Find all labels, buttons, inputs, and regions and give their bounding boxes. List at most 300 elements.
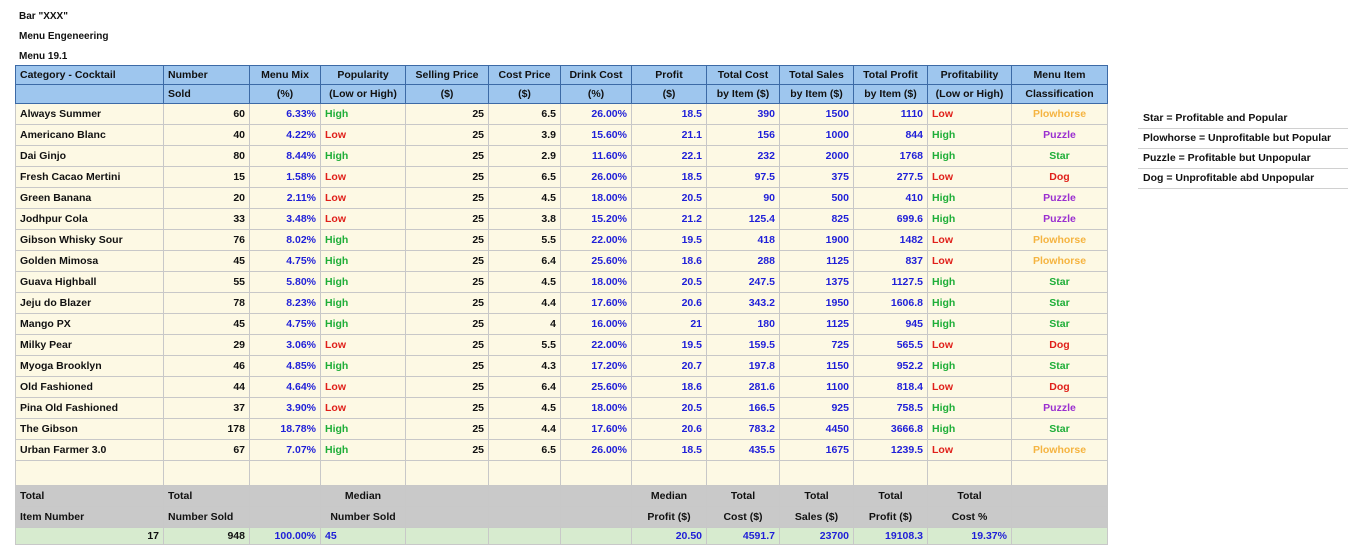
cell-5-6[interactable]: 15.20% <box>561 209 632 230</box>
column-header-bottom-0 <box>16 85 164 104</box>
totals-value-12[interactable] <box>1012 528 1108 545</box>
cell-7-3[interactable]: High <box>321 251 406 272</box>
totals-value-1[interactable]: 948 <box>164 528 250 545</box>
table-row <box>16 209 1108 230</box>
table-row <box>16 146 1108 167</box>
cell-3-11[interactable]: Low <box>928 167 1012 188</box>
cell-2-6[interactable]: 11.60% <box>561 146 632 167</box>
totals-label-12 <box>1012 486 1108 507</box>
cell-0-12[interactable]: Plowhorse <box>1012 104 1108 125</box>
totals-label-2 <box>250 486 321 507</box>
cell-13-1[interactable]: 44 <box>164 377 250 398</box>
table-row <box>16 167 1108 188</box>
cell-5-1[interactable]: 33 <box>164 209 250 230</box>
cell-6-7[interactable]: 19.5 <box>632 230 707 251</box>
cell-14-8[interactable]: 166.5 <box>707 398 780 419</box>
cell-4-5[interactable]: 4.5 <box>489 188 561 209</box>
cell-7-5[interactable]: 6.4 <box>489 251 561 272</box>
cell-9-3[interactable]: High <box>321 293 406 314</box>
cell-5-2[interactable]: 3.48% <box>250 209 321 230</box>
cell-5-8[interactable]: 125.4 <box>707 209 780 230</box>
cell-16-7[interactable]: 18.5 <box>632 440 707 461</box>
column-header-top-5: Cost Price <box>489 66 561 85</box>
cell-10-11[interactable]: High <box>928 314 1012 335</box>
table-row <box>16 188 1108 209</box>
legend-star: Star = Profitable and Popular <box>1138 109 1348 129</box>
cell-13-5[interactable]: 6.4 <box>489 377 561 398</box>
totals-label-4 <box>406 507 489 528</box>
cell-15-3[interactable]: High <box>321 419 406 440</box>
cell-6-11[interactable]: Low <box>928 230 1012 251</box>
cell-3-3[interactable]: Low <box>321 167 406 188</box>
cell-6-6[interactable]: 22.00% <box>561 230 632 251</box>
cell-15-9[interactable]: 4450 <box>780 419 854 440</box>
cell-5-7[interactable]: 21.2 <box>632 209 707 230</box>
header-row-bottom <box>16 85 1108 104</box>
cell-5-12[interactable]: Puzzle <box>1012 209 1108 230</box>
cell-0-3[interactable]: High <box>321 104 406 125</box>
cell-13-7[interactable]: 18.6 <box>632 377 707 398</box>
totals-label-3: Median <box>321 486 406 507</box>
column-header-top-6: Drink Cost <box>561 66 632 85</box>
cell-3-10[interactable]: 277.5 <box>854 167 928 188</box>
cell-16-12[interactable]: Plowhorse <box>1012 440 1108 461</box>
cell-2-8[interactable]: 232 <box>707 146 780 167</box>
cell-2-3[interactable]: High <box>321 146 406 167</box>
cell-15-6[interactable]: 17.60% <box>561 419 632 440</box>
cell-5-5[interactable]: 3.8 <box>489 209 561 230</box>
totals-label-10: Total <box>854 486 928 507</box>
cell-5-9[interactable]: 825 <box>780 209 854 230</box>
cell-10-12[interactable]: Star <box>1012 314 1108 335</box>
cell-7-0[interactable]: Golden Mimosa <box>16 251 164 272</box>
cell-4-4[interactable]: 25 <box>406 188 489 209</box>
cell-6-4[interactable]: 25 <box>406 230 489 251</box>
cell-7-10[interactable]: 837 <box>854 251 928 272</box>
cell-10-4[interactable]: 25 <box>406 314 489 335</box>
totals-label-1: Total <box>164 486 250 507</box>
cell-12-2[interactable]: 4.85% <box>250 356 321 377</box>
cell-2-4[interactable]: 25 <box>406 146 489 167</box>
cell-6-3[interactable]: High <box>321 230 406 251</box>
header-row-top <box>16 66 1108 85</box>
cell-10-0[interactable]: Mango PX <box>16 314 164 335</box>
cell-12-10[interactable]: 952.2 <box>854 356 928 377</box>
cell-3-7[interactable]: 18.5 <box>632 167 707 188</box>
cell-11-2[interactable]: 3.06% <box>250 335 321 356</box>
spacer-cell <box>632 461 707 486</box>
cell-1-8[interactable]: 156 <box>707 125 780 146</box>
cell-14-4[interactable]: 25 <box>406 398 489 419</box>
cell-13-12[interactable]: Dog <box>1012 377 1108 398</box>
cell-12-4[interactable]: 25 <box>406 356 489 377</box>
cell-4-3[interactable]: Low <box>321 188 406 209</box>
cell-8-5[interactable]: 4.5 <box>489 272 561 293</box>
cell-10-2[interactable]: 4.75% <box>250 314 321 335</box>
cell-3-9[interactable]: 375 <box>780 167 854 188</box>
cell-2-12[interactable]: Star <box>1012 146 1108 167</box>
cell-1-11[interactable]: High <box>928 125 1012 146</box>
cell-14-9[interactable]: 925 <box>780 398 854 419</box>
cell-14-6[interactable]: 18.00% <box>561 398 632 419</box>
cell-4-10[interactable]: 410 <box>854 188 928 209</box>
cell-3-1[interactable]: 15 <box>164 167 250 188</box>
cell-15-0[interactable]: The Gibson <box>16 419 164 440</box>
cell-7-7[interactable]: 18.6 <box>632 251 707 272</box>
cell-13-8[interactable]: 281.6 <box>707 377 780 398</box>
cell-4-9[interactable]: 500 <box>780 188 854 209</box>
cell-11-7[interactable]: 19.5 <box>632 335 707 356</box>
cell-12-6[interactable]: 17.20% <box>561 356 632 377</box>
cell-3-0[interactable]: Fresh Cacao Mertini <box>16 167 164 188</box>
totals-label-7: Median <box>632 486 707 507</box>
cell-1-9[interactable]: 1000 <box>780 125 854 146</box>
column-header-bottom-4: ($) <box>406 85 489 104</box>
totals-value-7[interactable]: 20.50 <box>632 528 707 545</box>
cell-14-5[interactable]: 4.5 <box>489 398 561 419</box>
cell-9-6[interactable]: 17.60% <box>561 293 632 314</box>
cell-10-7[interactable]: 21 <box>632 314 707 335</box>
cell-9-10[interactable]: 1606.8 <box>854 293 928 314</box>
cell-7-6[interactable]: 25.60% <box>561 251 632 272</box>
cell-0-5[interactable]: 6.5 <box>489 104 561 125</box>
spacer-cell <box>561 461 632 486</box>
cell-12-7[interactable]: 20.7 <box>632 356 707 377</box>
spacer-cell <box>16 461 164 486</box>
cell-15-5[interactable]: 4.4 <box>489 419 561 440</box>
cell-1-2[interactable]: 4.22% <box>250 125 321 146</box>
totals-value-3[interactable]: 45 <box>321 528 406 545</box>
cell-6-9[interactable]: 1900 <box>780 230 854 251</box>
column-header-bottom-7: ($) <box>632 85 707 104</box>
cell-7-2[interactable]: 4.75% <box>250 251 321 272</box>
column-header-bottom-9: by Item ($) <box>780 85 854 104</box>
cell-7-9[interactable]: 1125 <box>780 251 854 272</box>
totals-label-4 <box>406 486 489 507</box>
cell-7-8[interactable]: 288 <box>707 251 780 272</box>
cell-14-12[interactable]: Puzzle <box>1012 398 1108 419</box>
cell-16-9[interactable]: 1675 <box>780 440 854 461</box>
table-row <box>16 104 1108 125</box>
column-header-bottom-8: by Item ($) <box>707 85 780 104</box>
cell-12-5[interactable]: 4.3 <box>489 356 561 377</box>
cell-10-10[interactable]: 945 <box>854 314 928 335</box>
cell-12-11[interactable]: High <box>928 356 1012 377</box>
table-row <box>16 272 1108 293</box>
cell-11-0[interactable]: Milky Pear <box>16 335 164 356</box>
cell-12-1[interactable]: 46 <box>164 356 250 377</box>
cell-2-2[interactable]: 8.44% <box>250 146 321 167</box>
cell-0-0[interactable]: Always Summer <box>16 104 164 125</box>
cell-2-1[interactable]: 80 <box>164 146 250 167</box>
cell-9-9[interactable]: 1950 <box>780 293 854 314</box>
cell-9-11[interactable]: High <box>928 293 1012 314</box>
cell-3-12[interactable]: Dog <box>1012 167 1108 188</box>
table-row <box>16 377 1108 398</box>
totals-value-10[interactable]: 19108.3 <box>854 528 928 545</box>
cell-4-1[interactable]: 20 <box>164 188 250 209</box>
cell-16-11[interactable]: Low <box>928 440 1012 461</box>
cell-1-3[interactable]: Low <box>321 125 406 146</box>
cell-2-7[interactable]: 22.1 <box>632 146 707 167</box>
column-header-bottom-5: ($) <box>489 85 561 104</box>
cell-9-12[interactable]: Star <box>1012 293 1108 314</box>
totals-label-3: Number Sold <box>321 507 406 528</box>
cell-1-0[interactable]: Americano Blanc <box>16 125 164 146</box>
spacer-cell <box>707 461 780 486</box>
cell-11-8[interactable]: 159.5 <box>707 335 780 356</box>
cell-3-2[interactable]: 1.58% <box>250 167 321 188</box>
column-header-top-1: Number <box>164 66 250 85</box>
cell-10-1[interactable]: 45 <box>164 314 250 335</box>
column-header-bottom-3: (Low or High) <box>321 85 406 104</box>
cell-7-12[interactable]: Plowhorse <box>1012 251 1108 272</box>
cell-0-2[interactable]: 6.33% <box>250 104 321 125</box>
cell-7-4[interactable]: 25 <box>406 251 489 272</box>
cell-8-0[interactable]: Guava Highball <box>16 272 164 293</box>
cell-5-4[interactable]: 25 <box>406 209 489 230</box>
cell-15-11[interactable]: High <box>928 419 1012 440</box>
spacer-cell <box>928 461 1012 486</box>
cell-14-0[interactable]: Pina Old Fashioned <box>16 398 164 419</box>
cell-6-10[interactable]: 1482 <box>854 230 928 251</box>
cell-9-5[interactable]: 4.4 <box>489 293 561 314</box>
cell-16-1[interactable]: 67 <box>164 440 250 461</box>
cell-0-7[interactable]: 18.5 <box>632 104 707 125</box>
totals-value-0[interactable]: 17 <box>16 528 164 545</box>
cell-5-0[interactable]: Jodhpur Cola <box>16 209 164 230</box>
cell-4-8[interactable]: 90 <box>707 188 780 209</box>
cell-3-5[interactable]: 6.5 <box>489 167 561 188</box>
cell-0-10[interactable]: 1110 <box>854 104 928 125</box>
cell-4-6[interactable]: 18.00% <box>561 188 632 209</box>
cell-6-1[interactable]: 76 <box>164 230 250 251</box>
cell-0-1[interactable]: 60 <box>164 104 250 125</box>
cell-15-7[interactable]: 20.6 <box>632 419 707 440</box>
totals-label-0: Item Number <box>16 507 164 528</box>
totals-value-8[interactable]: 4591.7 <box>707 528 780 545</box>
cell-11-9[interactable]: 725 <box>780 335 854 356</box>
cell-10-9[interactable]: 1125 <box>780 314 854 335</box>
cell-1-10[interactable]: 844 <box>854 125 928 146</box>
cell-12-8[interactable]: 197.8 <box>707 356 780 377</box>
cell-13-11[interactable]: Low <box>928 377 1012 398</box>
cell-2-5[interactable]: 2.9 <box>489 146 561 167</box>
cell-16-10[interactable]: 1239.5 <box>854 440 928 461</box>
cell-2-10[interactable]: 1768 <box>854 146 928 167</box>
cell-1-7[interactable]: 21.1 <box>632 125 707 146</box>
cell-4-7[interactable]: 20.5 <box>632 188 707 209</box>
cell-15-2[interactable]: 18.78% <box>250 419 321 440</box>
cell-9-1[interactable]: 78 <box>164 293 250 314</box>
cell-11-12[interactable]: Dog <box>1012 335 1108 356</box>
cell-14-3[interactable]: Low <box>321 398 406 419</box>
column-header-top-2: Menu Mix <box>250 66 321 85</box>
cell-8-1[interactable]: 55 <box>164 272 250 293</box>
cell-6-12[interactable]: Plowhorse <box>1012 230 1108 251</box>
spacer-cell <box>250 461 321 486</box>
cell-13-9[interactable]: 1100 <box>780 377 854 398</box>
cell-11-11[interactable]: Low <box>928 335 1012 356</box>
cell-14-2[interactable]: 3.90% <box>250 398 321 419</box>
totals-value-9[interactable]: 23700 <box>780 528 854 545</box>
cell-3-4[interactable]: 25 <box>406 167 489 188</box>
spacer-cell <box>406 461 489 486</box>
cell-8-6[interactable]: 18.00% <box>561 272 632 293</box>
totals-label-9: Total <box>780 486 854 507</box>
cell-10-3[interactable]: High <box>321 314 406 335</box>
cell-8-3[interactable]: High <box>321 272 406 293</box>
cell-4-12[interactable]: Puzzle <box>1012 188 1108 209</box>
cell-11-6[interactable]: 22.00% <box>561 335 632 356</box>
totals-label-10: Profit ($) <box>854 507 928 528</box>
cell-7-1[interactable]: 45 <box>164 251 250 272</box>
cell-14-7[interactable]: 20.5 <box>632 398 707 419</box>
spacer-row <box>16 461 1108 486</box>
spacer-cell <box>164 461 250 486</box>
cell-15-12[interactable]: Star <box>1012 419 1108 440</box>
cell-1-6[interactable]: 15.60% <box>561 125 632 146</box>
column-header-bottom-2: (%) <box>250 85 321 104</box>
cell-8-10[interactable]: 1127.5 <box>854 272 928 293</box>
cell-9-7[interactable]: 20.6 <box>632 293 707 314</box>
totals-label-6 <box>561 507 632 528</box>
cell-9-0[interactable]: Jeju do Blazer <box>16 293 164 314</box>
cell-13-6[interactable]: 25.60% <box>561 377 632 398</box>
totals-value-11[interactable]: 19.37% <box>928 528 1012 545</box>
cell-16-6[interactable]: 26.00% <box>561 440 632 461</box>
cell-1-5[interactable]: 3.9 <box>489 125 561 146</box>
cell-8-7[interactable]: 20.5 <box>632 272 707 293</box>
cell-4-0[interactable]: Green Banana <box>16 188 164 209</box>
totals-label-2 <box>250 507 321 528</box>
table-row <box>16 230 1108 251</box>
cell-5-3[interactable]: Low <box>321 209 406 230</box>
cell-12-0[interactable]: Myoga Brooklyn <box>16 356 164 377</box>
cell-0-8[interactable]: 390 <box>707 104 780 125</box>
cell-8-4[interactable]: 25 <box>406 272 489 293</box>
totals-value-6[interactable] <box>561 528 632 545</box>
spacer-cell <box>1012 461 1108 486</box>
cell-1-12[interactable]: Puzzle <box>1012 125 1108 146</box>
cell-8-8[interactable]: 247.5 <box>707 272 780 293</box>
cell-0-4[interactable]: 25 <box>406 104 489 125</box>
cell-13-3[interactable]: Low <box>321 377 406 398</box>
totals-label-row <box>16 486 1108 507</box>
totals-label-8: Total <box>707 486 780 507</box>
column-header-bottom-6: (%) <box>561 85 632 104</box>
cell-15-4[interactable]: 25 <box>406 419 489 440</box>
cell-5-10[interactable]: 699.6 <box>854 209 928 230</box>
cell-6-5[interactable]: 5.5 <box>489 230 561 251</box>
cell-11-4[interactable]: 25 <box>406 335 489 356</box>
cell-16-8[interactable]: 435.5 <box>707 440 780 461</box>
cell-1-4[interactable]: 25 <box>406 125 489 146</box>
cell-16-4[interactable]: 25 <box>406 440 489 461</box>
cell-4-2[interactable]: 2.11% <box>250 188 321 209</box>
cell-11-10[interactable]: 565.5 <box>854 335 928 356</box>
table-row <box>16 251 1108 272</box>
cell-9-2[interactable]: 8.23% <box>250 293 321 314</box>
cell-0-6[interactable]: 26.00% <box>561 104 632 125</box>
cell-14-11[interactable]: High <box>928 398 1012 419</box>
cell-6-2[interactable]: 8.02% <box>250 230 321 251</box>
cell-15-8[interactable]: 783.2 <box>707 419 780 440</box>
totals-label-11: Total <box>928 486 1012 507</box>
cell-14-10[interactable]: 758.5 <box>854 398 928 419</box>
cell-12-9[interactable]: 1150 <box>780 356 854 377</box>
cell-8-9[interactable]: 1375 <box>780 272 854 293</box>
cell-15-10[interactable]: 3666.8 <box>854 419 928 440</box>
cell-4-11[interactable]: High <box>928 188 1012 209</box>
cell-0-11[interactable]: Low <box>928 104 1012 125</box>
cell-11-1[interactable]: 29 <box>164 335 250 356</box>
table-row <box>16 356 1108 377</box>
cell-9-8[interactable]: 343.2 <box>707 293 780 314</box>
cell-15-1[interactable]: 178 <box>164 419 250 440</box>
totals-value-5[interactable] <box>489 528 561 545</box>
cell-8-12[interactable]: Star <box>1012 272 1108 293</box>
cell-5-11[interactable]: High <box>928 209 1012 230</box>
cell-7-11[interactable]: Low <box>928 251 1012 272</box>
cell-9-4[interactable]: 25 <box>406 293 489 314</box>
cell-16-0[interactable]: Urban Farmer 3.0 <box>16 440 164 461</box>
totals-value-4[interactable] <box>406 528 489 545</box>
cell-2-11[interactable]: High <box>928 146 1012 167</box>
totals-label-5 <box>489 507 561 528</box>
cell-13-0[interactable]: Old Fashioned <box>16 377 164 398</box>
cell-1-1[interactable]: 40 <box>164 125 250 146</box>
column-header-top-0: Category - Cocktail <box>16 66 164 85</box>
cell-10-5[interactable]: 4 <box>489 314 561 335</box>
legend-plowhorse: Plowhorse = Unprofitable but Popular <box>1138 129 1348 149</box>
cell-3-6[interactable]: 26.00% <box>561 167 632 188</box>
sheet-title: Bar "XXX" <box>19 11 68 22</box>
cell-10-6[interactable]: 16.00% <box>561 314 632 335</box>
cell-16-5[interactable]: 6.5 <box>489 440 561 461</box>
column-header-bottom-10: by Item ($) <box>854 85 928 104</box>
cell-11-3[interactable]: Low <box>321 335 406 356</box>
cell-13-2[interactable]: 4.64% <box>250 377 321 398</box>
totals-label-row <box>16 507 1108 528</box>
table-row <box>16 335 1108 356</box>
cell-16-2[interactable]: 7.07% <box>250 440 321 461</box>
cell-16-3[interactable]: High <box>321 440 406 461</box>
totals-label-1: Number Sold <box>164 507 250 528</box>
cell-2-9[interactable]: 2000 <box>780 146 854 167</box>
cell-12-12[interactable]: Star <box>1012 356 1108 377</box>
totals-label-7: Profit ($) <box>632 507 707 528</box>
cell-10-8[interactable]: 180 <box>707 314 780 335</box>
cell-6-8[interactable]: 418 <box>707 230 780 251</box>
cell-13-4[interactable]: 25 <box>406 377 489 398</box>
cell-13-10[interactable]: 818.4 <box>854 377 928 398</box>
cell-0-9[interactable]: 1500 <box>780 104 854 125</box>
totals-value-2[interactable]: 100.00% <box>250 528 321 545</box>
column-header-top-8: Total Cost <box>707 66 780 85</box>
cell-11-5[interactable]: 5.5 <box>489 335 561 356</box>
classification-legend <box>1138 109 1348 189</box>
cell-2-0[interactable]: Dai Ginjo <box>16 146 164 167</box>
sheet-subtitle: Menu Engeneering <box>19 31 109 42</box>
cell-12-3[interactable]: High <box>321 356 406 377</box>
cell-8-11[interactable]: High <box>928 272 1012 293</box>
cell-3-8[interactable]: 97.5 <box>707 167 780 188</box>
cell-6-0[interactable]: Gibson Whisky Sour <box>16 230 164 251</box>
cell-8-2[interactable]: 5.80% <box>250 272 321 293</box>
menu-engineering-table <box>15 65 1108 545</box>
cell-14-1[interactable]: 37 <box>164 398 250 419</box>
